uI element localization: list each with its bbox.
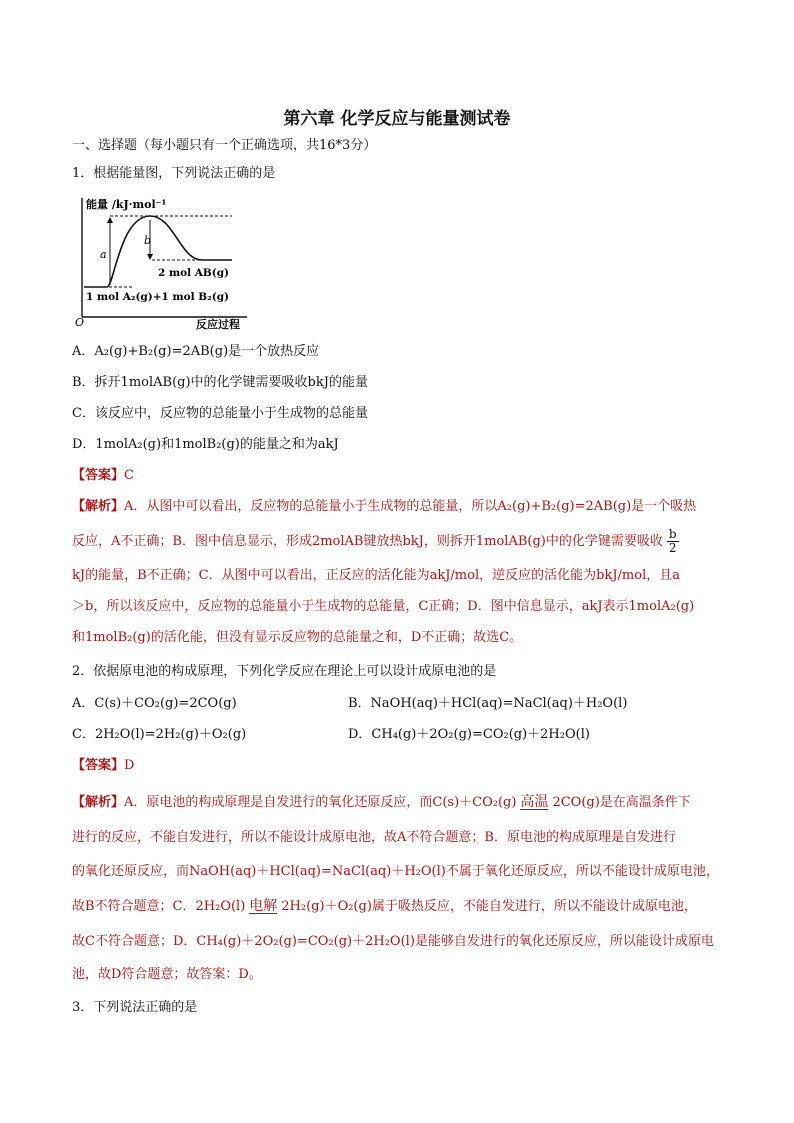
q2-option-c: C．2H₂O(l)=2H₂(g)＋O₂(g) <box>72 727 247 742</box>
analysis-text: 故B不符合题意；C．2H₂O(l) <box>72 899 246 914</box>
reactant-label: 1 mol A₂(g)+1 mol B₂(g) <box>86 291 230 303</box>
q1-analysis-line-3: kJ的能量，B不正确；C．从图中可以看出，正反应的活化能为akJ/mol，逆反应的活化能为bkJ/mol，且a <box>72 568 680 583</box>
q2-option-b: B．NaOH(aq)＋HCl(aq)=NaCl(aq)＋H₂O(l) <box>348 696 628 711</box>
label-a: a <box>100 248 107 261</box>
q2-analysis-line-1 <box>72 793 691 813</box>
analysis-text: 反应，A不正确；B．图中信息显示，形成2molAB键放热bkJ，则拆开1molAB(g)中的化学键需要吸收 <box>72 534 663 549</box>
q1-analysis-line-1 <box>72 497 696 517</box>
fraction-denominator: 2 <box>668 541 677 555</box>
condition-high-temp: 高温 <box>520 794 549 810</box>
answer-tag: 【答案】 <box>72 758 125 773</box>
page-title: 第六章 化学反应与能量测试卷 <box>283 109 511 129</box>
q2-answer <box>72 756 134 776</box>
q1-analysis-line-5: 和1molB₂(g)的活化能，但没有显示反应物的总能量之和，D不正确；故选C。 <box>72 630 523 645</box>
q1-stem: 1．根据能量图，下列说法正确的是 <box>72 166 276 181</box>
q1-analysis-line-4: ＞b，所以该反应中，反应物的总能量小于生成物的总能量，C正确；D．图中信息显示，akJ表示1molA₂(g) <box>72 599 695 614</box>
q2-analysis-line-2: 进行的反应，不能自发进行，所以不能设计成原电池，故A不符合题意；B．原电池的构成原理是自发进行 <box>72 830 676 845</box>
analysis-text: A．原电池的构成原理是自发进行的氧化还原反应，而C(s)＋CO₂(g) <box>124 795 517 810</box>
label-b: b <box>144 234 152 247</box>
analysis-tag: 【解析】 <box>72 499 125 514</box>
y-axis-label: 能量 /kJ·mol⁻¹ <box>86 198 167 211</box>
fraction-b-over-2 <box>667 528 679 555</box>
product-label: 2 mol AB(g) <box>158 267 230 279</box>
fraction-numerator: b <box>668 527 677 541</box>
analysis-tag: 【解析】 <box>72 795 125 810</box>
answer-value: C <box>124 468 134 483</box>
section-heading: 一、选择题（每小题只有一个正确选项，共16*3分） <box>72 138 377 153</box>
q1-option-b: B．拆开1molAB(g)中的化学键需要吸收bkJ的能量 <box>72 375 368 390</box>
q1-answer <box>72 466 134 486</box>
q2-analysis-line-6: 池，故D符合题意；故答案：D。 <box>72 967 262 982</box>
q1-option-c: C．该反应中，反应物的总能量小于生成物的总能量 <box>72 406 368 421</box>
q2-option-d: D．CH₄(g)＋2O₂(g)=CO₂(g)＋2H₂O(l) <box>348 727 590 742</box>
origin-label: O <box>75 316 85 329</box>
condition-electrolysis: 电解 <box>249 898 278 914</box>
energy-diagram <box>72 192 262 332</box>
answer-value: D <box>124 758 135 773</box>
q2-option-a: A．C(s)＋CO₂(g)=2CO(g) <box>72 696 237 711</box>
analysis-text: 2CO(g)是在高温条件下 <box>552 795 691 810</box>
q2-analysis-line-5: 故C不符合题意；D．CH₄(g)＋2O₂(g)=CO₂(g)＋2H₂O(l)是能够自发进行的氧化还原反应，所以能设计成原电 <box>72 934 714 949</box>
answer-tag: 【答案】 <box>72 468 125 483</box>
q2-analysis-line-3: 的氧化还原反应，而NaOH(aq)＋HCl(aq)=NaCl(aq)＋H₂O(l)不属于氧化还原反应，所以不能设计成原电池， <box>72 864 719 879</box>
analysis-text: 2H₂(g)＋O₂(g)属于吸热反应，不能自发进行，所以不能设计成原电池， <box>281 899 697 914</box>
q3-stem: 3．下列说法正确的是 <box>72 1000 198 1015</box>
q1-option-a: A．A₂(g)+B₂(g)=2AB(g)是一个放热反应 <box>72 344 320 359</box>
q1-analysis-line-2 <box>72 528 679 555</box>
q2-analysis-line-4 <box>72 897 697 917</box>
q2-stem: 2．依据原电池的构成原理，下列化学反应在理论上可以设计成原电池的是 <box>72 664 497 679</box>
q1-option-d: D．1molA₂(g)和1molB₂(g)的能量之和为akJ <box>72 437 339 452</box>
x-axis-label: 反应过程 <box>196 318 240 331</box>
analysis-text: A．从图中可以看出，反应物的总能量小于生成物的总能量，所以A₂(g)+B₂(g)=2AB(g)是一个吸热 <box>124 499 697 514</box>
